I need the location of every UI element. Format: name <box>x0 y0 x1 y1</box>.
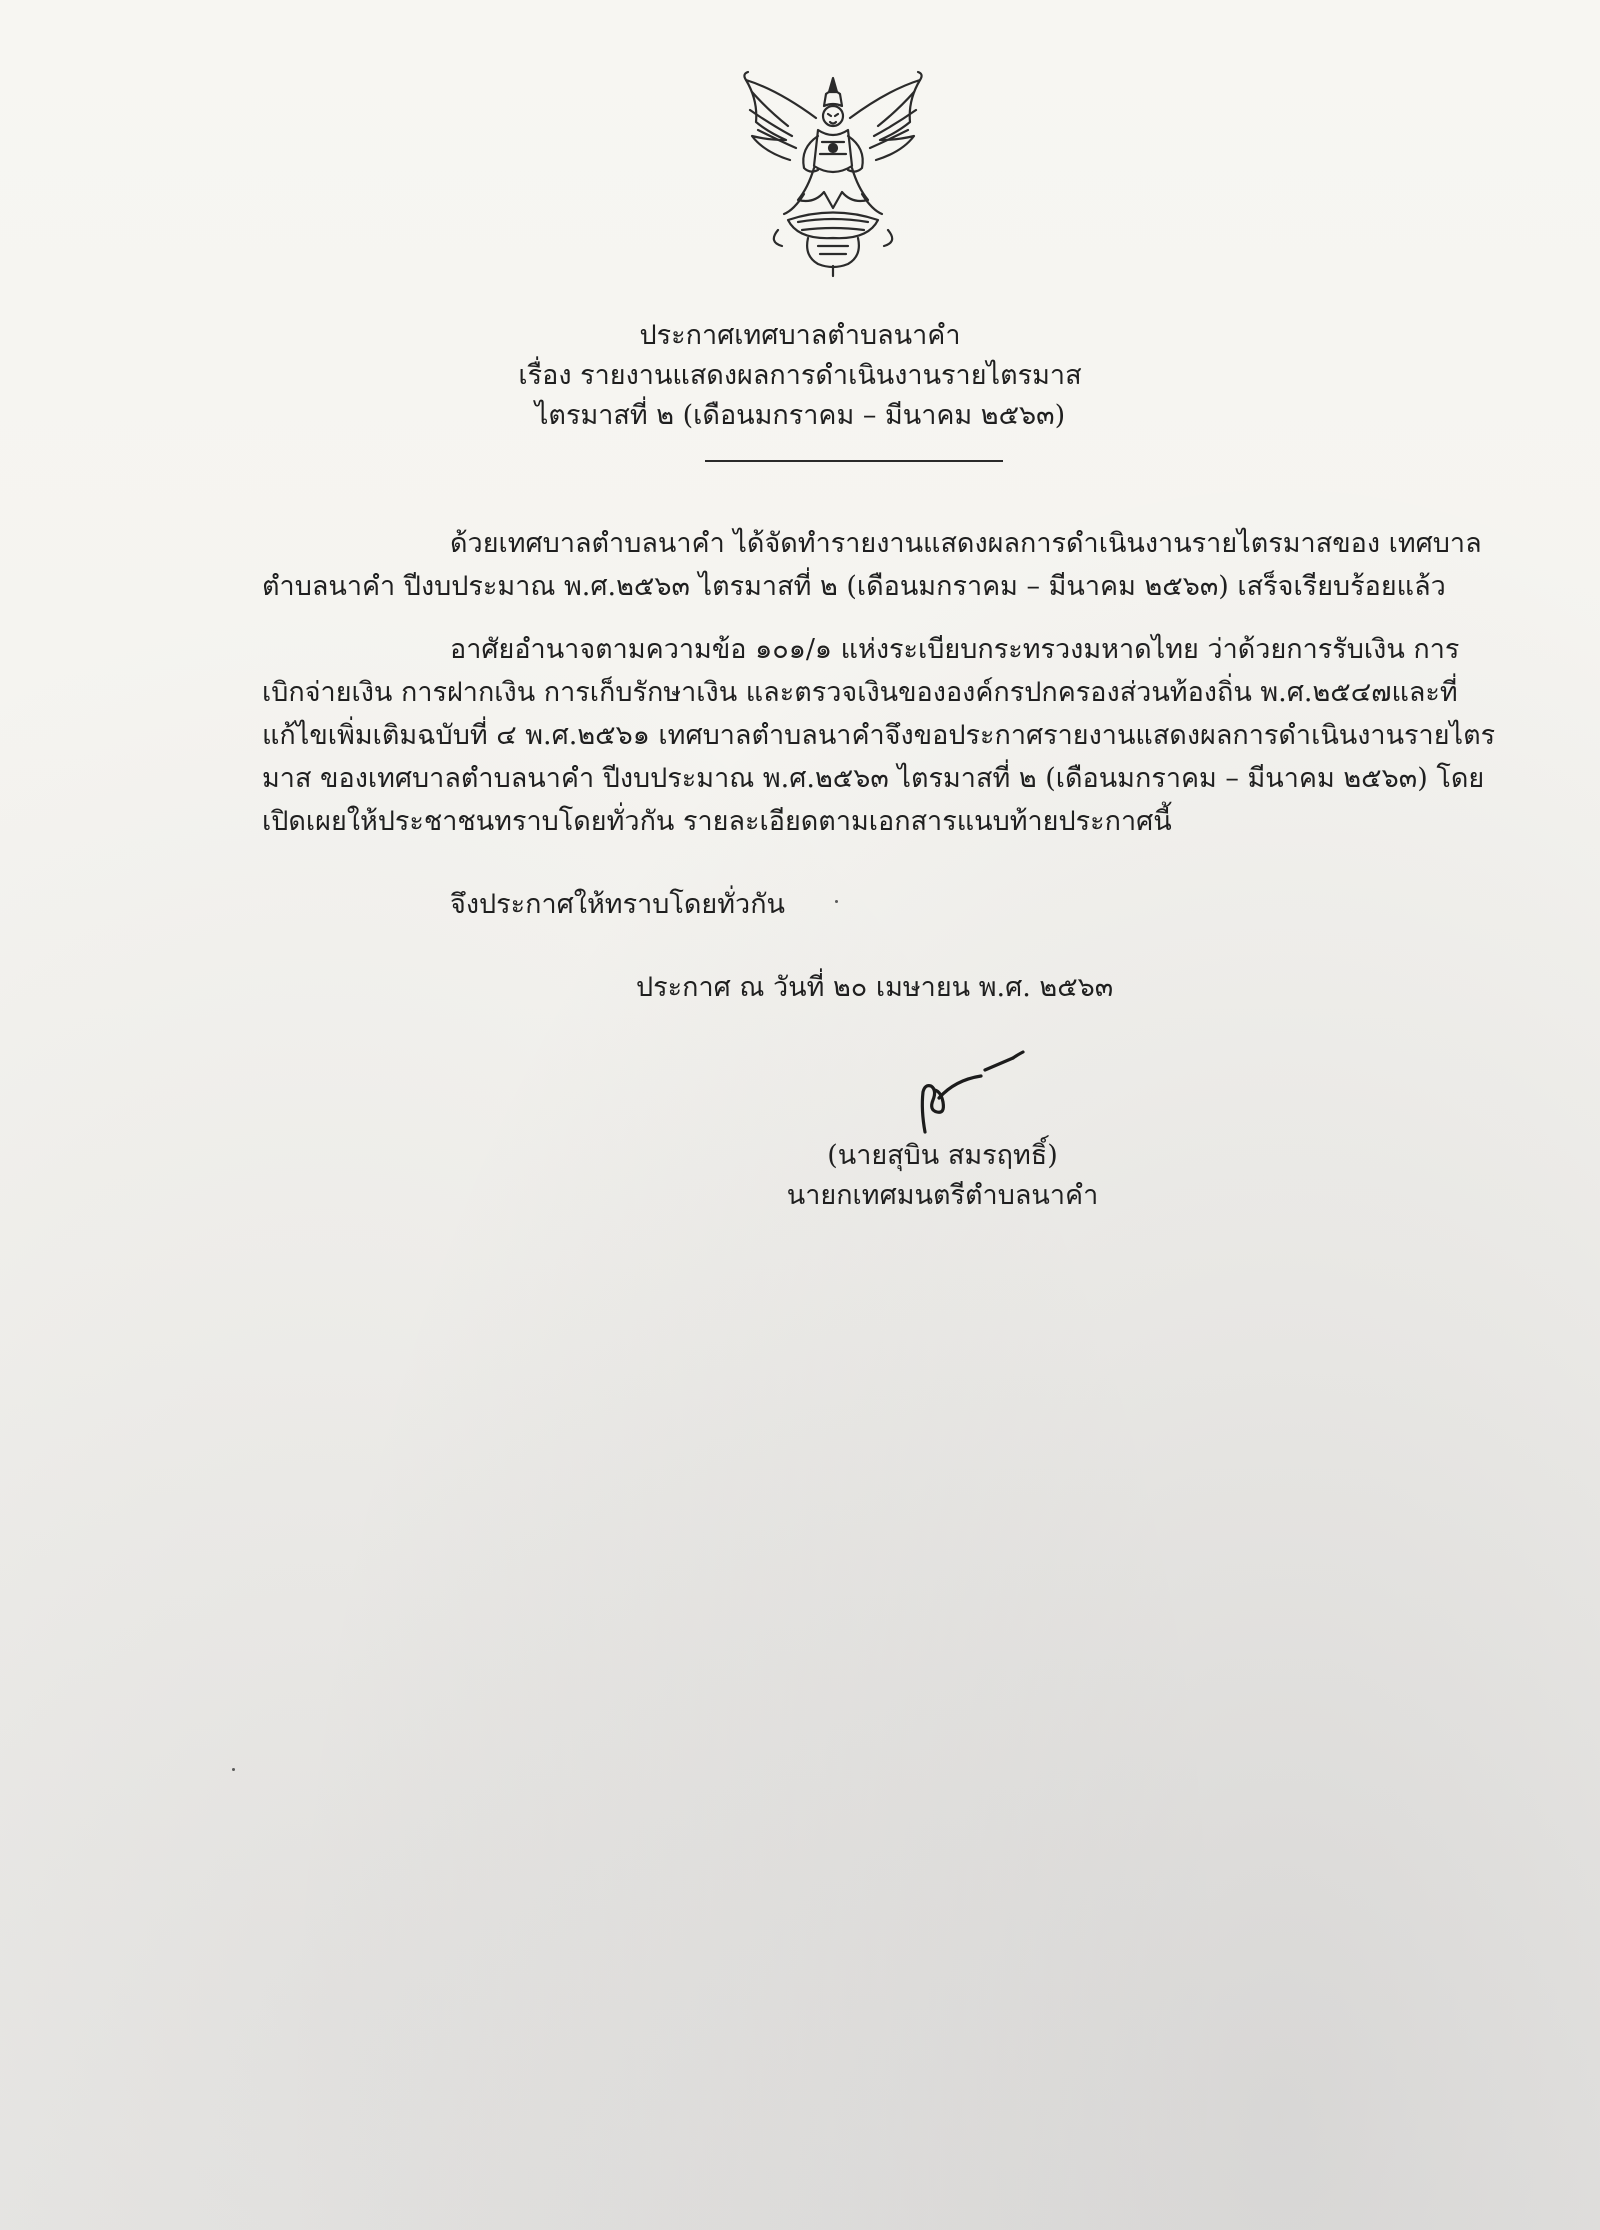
paragraph-1 <box>262 522 1482 608</box>
paper-speck <box>232 1768 235 1771</box>
paragraph-2-line: มาส ของเทศบาลตำบลนาคำ ปีงบประมาณ พ.ศ.๒๕๖๓ ไตรมาสที่ ๒ (เดือนมกราคม – มีนาคม ๒๕๖๓) โดย <box>262 763 1485 794</box>
paragraph-2 <box>262 628 1496 843</box>
signer-block <box>0 1136 1600 1216</box>
closing-statement: จึงประกาศให้ทราบโดยทั่วกัน <box>450 889 785 920</box>
garuda-emblem-icon <box>738 70 928 280</box>
paragraph-1-line: ตำบลนาคำ ปีงบประมาณ พ.ศ.๒๕๖๓ ไตรมาสที่ ๒ (เดือนมกราคม – มีนาคม ๒๕๖๓) เสร็จเรียบร้อยแล้ว <box>262 571 1446 602</box>
document-heading <box>0 316 1600 436</box>
paragraph-2-line: เบิกจ่ายเงิน การฝากเงิน การเก็บรักษาเงิน และตรวจเงินขององค์กรปกครองส่วนท้องถิ่น พ.ศ.๒๕๔๗และที่ <box>262 677 1458 708</box>
signer-name: (นายสุบิน สมรฤทธิ์) <box>827 1140 1058 1171</box>
heading-divider <box>705 460 1003 462</box>
paragraph-2-line: เปิดเผยให้ประชาชนทราบโดยทั่วกัน รายละเอียดตามเอกสารแนบท้ายประกาศนี้ <box>262 806 1172 837</box>
paper-speck <box>835 900 838 903</box>
paragraph-2-line: อาศัยอำนาจตามความข้อ ๑๐๑/๑ แห่งระเบียบกระทรวงมหาดไทย ว่าด้วยการรับเงิน การ <box>450 634 1460 665</box>
issuer-title: ประกาศเทศบาลตำบลนาคำ <box>639 320 961 351</box>
paragraph-2-line: แก้ไขเพิ่มเติมฉบับที่ ๔ พ.ศ.๒๕๖๑ เทศบาลตำบลนาคำจึงขอประกาศรายงานแสดงผลการดำเนินงานรายไตร <box>262 720 1496 751</box>
quarter-line: ไตรมาสที่ ๒ (เดือนมกราคม – มีนาคม ๒๕๖๓) <box>534 400 1066 431</box>
handwritten-signature <box>915 1040 1035 1140</box>
announcement-date: ประกาศ ณ วันที่ ๒๐ เมษายน พ.ศ. ๒๕๖๓ <box>636 972 1114 1003</box>
paragraph-1-line: ด้วยเทศบาลตำบลนาคำ ได้จัดทำรายงานแสดงผลการดำเนินงานรายไตรมาสของ เทศบาล <box>450 528 1482 559</box>
subject-line: เรื่อง รายงานแสดงผลการดำเนินงานรายไตรมาส <box>518 360 1082 391</box>
signer-title: นายกเทศมนตรีตำบลนาคำ <box>786 1180 1099 1211</box>
